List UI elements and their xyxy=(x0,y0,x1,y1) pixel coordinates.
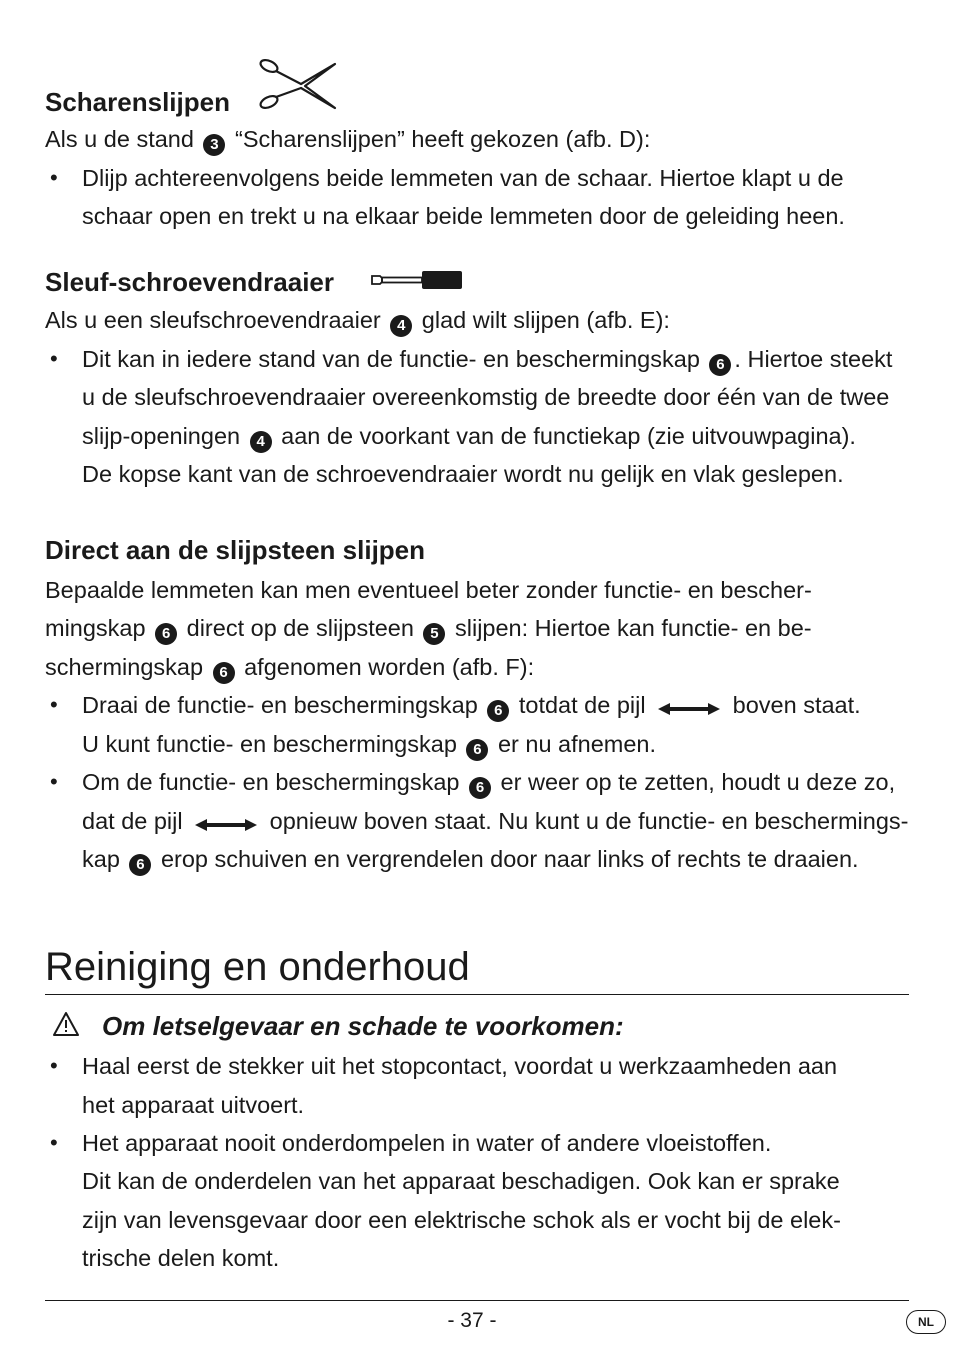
number-badge: 6 xyxy=(155,623,177,645)
direct-paragraph-line: schermingskap 6 afgenomen worden (afb. F): xyxy=(45,648,534,687)
number-badge: 6 xyxy=(129,854,151,876)
screwdriver-intro: Als u een sleufschroevendraaier 4 glad wilt slijpen (afb. E): xyxy=(45,301,670,340)
double-arrow-icon xyxy=(656,701,722,717)
scissors-bullet-line: schaar open en trekt u na elkaar beide lemmeten door de geleiding heen. xyxy=(82,203,845,229)
screwdriver-heading: Sleuf-schroevendraaier xyxy=(45,267,335,297)
cleaning-bullet-line: Dit kan de onderdelen van het apparaat beschadigen. Ook kan er sprake xyxy=(82,1168,840,1194)
warning-triangle-icon xyxy=(52,1011,80,1037)
scissors-heading-text: Scharenslijpen xyxy=(45,87,230,117)
screwdriver-bullet-line: De kopse kant van de schroevendraaier wordt nu gelijk en vlak geslepen. xyxy=(82,461,844,487)
double-arrow-icon xyxy=(193,817,259,833)
scissors-bullet-line: Dlijp achtereenvolgens beide lemmeten van de schaar. Hiertoe klapt u de xyxy=(82,165,844,191)
number-badge: 6 xyxy=(709,354,731,376)
cleaning-bullet-line: Het apparaat nooit onderdompelen in water of andere vloeistoffen. xyxy=(82,1130,772,1156)
scissors-icon xyxy=(255,56,337,118)
cleaning-bullet-line: het apparaat uitvoert. xyxy=(82,1092,305,1118)
scissors-intro: Als u de stand 3 “Scharenslijpen” heeft gekozen (afb. D): xyxy=(45,120,650,159)
title-divider xyxy=(45,994,909,995)
bullet: • xyxy=(50,346,58,371)
direct-bullet-line: Draai de functie- en beschermingskap 6 totdat de pijl boven staat. xyxy=(82,686,861,725)
direct-paragraph-line: Bepaalde lemmeten kan men eventueel beter zonder functie- en bescher- xyxy=(45,577,812,603)
footer-divider xyxy=(45,1300,909,1301)
number-badge: 6 xyxy=(213,662,235,684)
scissors-heading xyxy=(45,86,230,118)
direct-bullet-line: dat de pijl opnieuw boven staat. Nu kunt u de functie- en beschermings- xyxy=(82,808,909,834)
bullet: • xyxy=(50,769,58,794)
cleaning-bullet-line: trische delen komt. xyxy=(82,1245,280,1271)
cleaning-bullet-line: zijn van levensgevaar door een elektrische schok als er vocht bij de elek- xyxy=(82,1207,841,1233)
page-number: - 37 - xyxy=(447,1309,497,1332)
number-badge: 6 xyxy=(487,700,509,722)
number-badge: 6 xyxy=(466,739,488,761)
language-badge: NL xyxy=(906,1310,946,1334)
cleaning-bullet-line: Haal eerst de stekker uit het stopcontact, voordat u werkzaamheden aan xyxy=(82,1053,838,1079)
screwdriver-bullet-line: u de sleufschroevendraaier overeenkomstig de breedte door één van de twee xyxy=(82,384,890,410)
bullet: • xyxy=(50,1053,58,1078)
number-badge: 3 xyxy=(203,134,225,156)
number-badge: 6 xyxy=(469,777,491,799)
section-title: Reiniging en onderhoud xyxy=(45,945,470,989)
direct-bullet-line: U kunt functie- en beschermingskap 6 er nu afnemen. xyxy=(82,725,656,764)
screwdriver-bullet-line: slijp-openingen 4 aan de voorkant van de functiekap (zie uitvouwpagina). xyxy=(82,417,856,456)
screwdriver-icon xyxy=(370,269,464,291)
direct-bullet-line: kap 6 erop schuiven en vergrendelen door naar links of rechts te draaien. xyxy=(82,840,859,879)
number-badge: 5 xyxy=(423,623,445,645)
direct-heading: Direct aan de slijpsteen slijpen xyxy=(45,535,426,565)
screwdriver-bullet-line: Dit kan in iedere stand van de functie- en beschermingskap 6 . Hiertoe steekt xyxy=(82,340,892,379)
bullet: • xyxy=(50,165,58,190)
bullet: • xyxy=(50,692,58,717)
number-badge: 4 xyxy=(390,315,412,337)
bullet: • xyxy=(50,1130,58,1155)
direct-paragraph-line: mingskap 6 direct op de slijpsteen 5 slijpen: Hiertoe kan functie- en be- xyxy=(45,609,812,648)
direct-bullet-line: Om de functie- en beschermingskap 6 er weer op te zetten, houdt u deze zo, xyxy=(82,763,895,802)
number-badge: 4 xyxy=(250,431,272,453)
warning-heading: Om letselgevaar en schade te voorkomen: xyxy=(102,1011,624,1041)
